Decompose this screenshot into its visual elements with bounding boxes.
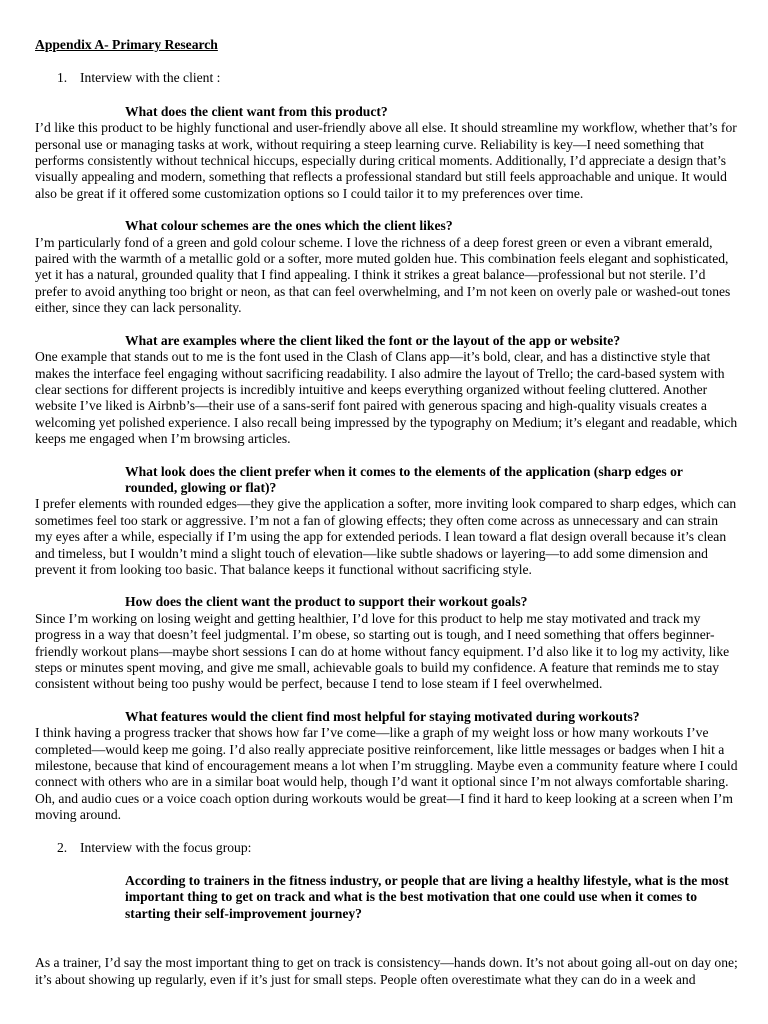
answer-3: One example that stands out to me is the font used in the Clash of Clans app—it’s bold, clear, and has a distinctive style that makes the interface feel engaging without sacrificing readability. I also admire the layout of Trello; the card-based system with clear sections for different projects is incredibly intuitive and keeps everything organized without feeling cluttered. Another website I’ve liked is Airbnb’s—their use of a sans-serif font paired with generous spacing and high-quality visuals creates a welcoming yet polished experience. I also recall being impressed by the typography on Medium; it’s elegant and readable, which keeps me engaged when I’m browsing articles. [35,349,738,447]
section1-title-text: Interview with the client : [80,70,221,86]
section1-number: 1. [57,70,68,86]
section2-title-text: Interview with the focus group: [80,839,252,855]
answer-6: I think having a progress tracker that shows how far I’ve come—like a graph of my weight loss or how many workouts I’ve completed—would keep me going. I’d also really appreciate positive reinforcement, like little messages or badges when I hit a milestone, because that kind of encouragement means a lot when I’m struggling. Maybe even a community feature where I could connect with others who are in a similar boat would help, though I’d want it optional since I’m not always comfortable sharing. Oh, and audio cues or a voice coach option during workouts would be great—I find it hard to keep looking at a screen when I’m moving around. [35,725,738,823]
question-3: What are examples where the client liked the font or the layout of the app or website? [125,332,621,348]
question-2: What colour schemes are the ones which the client likes? [125,218,453,234]
question-1: What does the client want from this product? [125,103,388,119]
answer-4: I prefer elements with rounded edges—they give the application a softer, more inviting look compared to sharp edges, which can sometimes feel too stark or aggressive. I’m not a fan of glowing effects; they often come across as unnecessary and can strain my eyes after a while, especially if I’m using the app for extended periods. I lean toward a flat design overall because it’s clean and timeless, but I wouldn’t mind a slight touch of elevation—like subtle shadows or layering—to add some dimension and prevent it from looking too basic. That balance keeps it functional without sacrificing style. [35,496,737,577]
answer-1: I’d like this product to be highly functional and user-friendly above all else. It should streamline my workflow, whether that’s for personal use or managing tasks at work, without requiring a steep learning curve. Reliability is key—I need something that performs consistently without technical hiccups, especially during critical moments. Additionally, I’d appreciate a design that’s visually appealing and modern, something that reflects a professional standard but still feels approachable and unique. It would also be great if it offered some customization options so I could tailor it to my preferences over time. [35,120,737,201]
question-6: What features would the client find most helpful for staying motivated during workouts? [125,708,640,724]
answer-5: Since I’m working on losing weight and getting healthier, I’d love for this product to help me stay motivated and track my progress in a way that doesn’t feel judgmental. I’m obese, so starting out is tough, and I need something that offers beginner-friendly workout plans—maybe short sessions I can do at home without fancy equipment. I’d also like it to log my activity, like steps or minutes spent moving, and give me small, achievable goals to build my confidence. A feature that reminds me to stay consistent without being too pushy would be perfect, because I tend to lose steam if I feel overwhelmed. [35,610,730,692]
focus-group-answer: As a trainer, I’d say the most important thing to get on track is consistency—hands down. It’s not about going all-out on day one; it’s about showing up regularly, even if it’s just for small steps. People often overestimate what they can do in a week and [35,955,738,987]
answer-2: I’m particularly fond of a green and gold colour scheme. I love the richness of a deep forest green or even a vibrant emerald, paired with the warmth of a metallic gold or a softer, more muted golden hue. This combination feels elegant and sophisticated, yet it has a natural, grounded quality that I find appealing. I think it strikes a great balance—professional but not sterile. I’d prefer to avoid anything too bright or neon, as that can feel overwhelming, and I’m not keen on overly pale or washed-out tones either, since they can lack personality. [35,234,731,316]
section1-title [35,70,738,86]
section2-number: 2. [57,839,68,855]
section2-title [35,840,738,856]
question-5: How does the client want the product to support their workout goals? [125,594,528,610]
appendix-heading: Appendix A- Primary Research [35,37,218,52]
question-4: What look does the client prefer when it comes to the elements of the application (sharp edges or rounded, glowing or flat)? [125,463,683,495]
focus-group-question: According to trainers in the fitness industry, or people that are living a healthy lifestyle, what is the most important thing to get on track and what is the best motivation that one could use when it comes to starting their self-improvement journey? [125,873,729,921]
